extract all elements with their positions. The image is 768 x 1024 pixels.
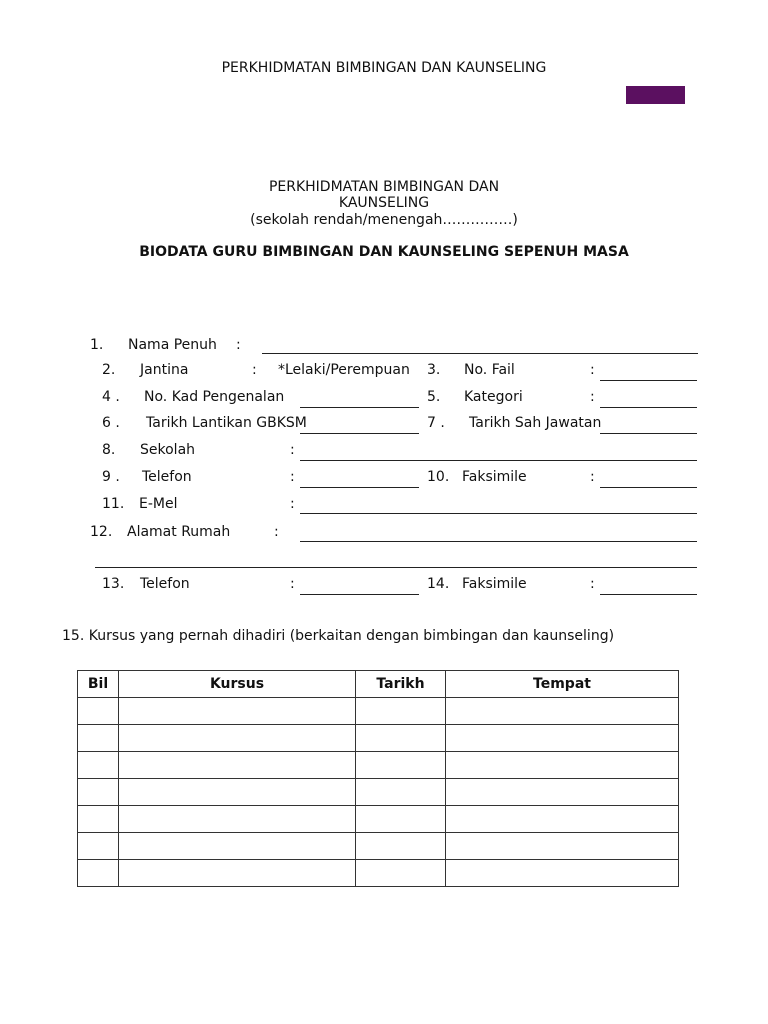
field-8-label: Sekolah <box>140 442 196 458</box>
table-cell[interactable] <box>446 725 679 752</box>
field-13-number: 13. <box>102 576 125 592</box>
field-14-colon: : <box>590 576 595 592</box>
table-row <box>78 725 679 752</box>
table-cell[interactable] <box>356 698 446 725</box>
field-11-colon: : <box>290 496 295 512</box>
table-cell[interactable] <box>446 752 679 779</box>
table-cell[interactable] <box>78 752 119 779</box>
field-14-number: 14. <box>427 576 450 592</box>
table-cell[interactable] <box>356 752 446 779</box>
table-cell[interactable] <box>78 833 119 860</box>
field-10-number: 10. <box>427 469 450 485</box>
table-cell[interactable] <box>356 779 446 806</box>
col-header-bil: Bil <box>78 671 119 698</box>
table-cell[interactable] <box>78 806 119 833</box>
field-6-number: 6 . <box>102 415 120 431</box>
table-cell[interactable] <box>119 860 356 887</box>
field-12-label: Alamat Rumah <box>127 524 231 540</box>
courses-intro: 15. Kursus yang pernah dihadiri (berkaitan dengan bimbingan dan kaunseling) <box>62 628 615 644</box>
field-12-colon: : <box>274 524 279 540</box>
table-cell[interactable] <box>356 806 446 833</box>
full-name-input-line[interactable] <box>262 353 698 354</box>
table-cell[interactable] <box>446 698 679 725</box>
table-cell[interactable] <box>446 860 679 887</box>
purple-accent-bar <box>626 86 685 104</box>
table-cell[interactable] <box>356 725 446 752</box>
table-cell[interactable] <box>446 779 679 806</box>
table-cell[interactable] <box>119 698 356 725</box>
field-14-label: Faksimile <box>462 576 527 592</box>
table-cell[interactable] <box>78 698 119 725</box>
field-5-label: Kategori <box>464 389 523 405</box>
field-13-colon: : <box>290 576 295 592</box>
field-8-colon: : <box>290 442 295 458</box>
table-row <box>78 833 679 860</box>
table-cell[interactable] <box>446 833 679 860</box>
field-9-colon: : <box>290 469 295 485</box>
field-1-label: Nama Penuh <box>128 337 217 353</box>
form-heading: BIODATA GURU BIMBINGAN DAN KAUNSELING SEPENUH MASA <box>139 244 629 260</box>
field-1-number: 1. <box>90 337 104 353</box>
appointment-date-input-line[interactable] <box>300 433 419 434</box>
field-3-colon: : <box>590 362 595 378</box>
file-number-input-line[interactable] <box>600 380 697 381</box>
category-input-line[interactable] <box>600 407 697 408</box>
field-9-number: 9 . <box>102 469 120 485</box>
field-13-label: Telefon <box>140 576 190 592</box>
table-row <box>78 779 679 806</box>
ic-number-input-line[interactable] <box>300 407 419 408</box>
field-4-label: No. Kad Pengenalan <box>144 389 285 405</box>
table-row <box>78 698 679 725</box>
gender-option-text: *Lelaki/Perempuan <box>278 362 410 378</box>
field-11-number: 11. <box>102 496 125 512</box>
address-input-line-2[interactable] <box>95 567 697 568</box>
courses-table <box>77 670 679 887</box>
home-fax-input-line[interactable] <box>600 594 697 595</box>
field-2-label: Jantina <box>140 362 189 378</box>
field-11-label: E-Mel <box>139 496 178 512</box>
table-cell[interactable] <box>119 779 356 806</box>
col-header-kursus: Kursus <box>119 671 356 698</box>
table-cell[interactable] <box>119 752 356 779</box>
confirmation-date-input-line[interactable] <box>600 433 697 434</box>
table-row <box>78 806 679 833</box>
table-cell[interactable] <box>78 860 119 887</box>
home-telephone-input-line[interactable] <box>300 594 419 595</box>
table-row <box>78 860 679 887</box>
table-cell[interactable] <box>356 860 446 887</box>
field-6-label: Tarikh Lantikan GBKSM <box>146 415 307 431</box>
email-input-line[interactable] <box>300 513 697 514</box>
form-title-line1: PERKHIDMATAN BIMBINGAN DAN <box>268 179 500 195</box>
table-cell[interactable] <box>119 833 356 860</box>
field-10-colon: : <box>590 469 595 485</box>
table-cell[interactable] <box>356 833 446 860</box>
field-5-colon: : <box>590 389 595 405</box>
form-title-line2: KAUNSELING <box>338 195 430 211</box>
form-subtitle: (sekolah rendah/menengah……………) <box>250 212 518 228</box>
field-2-number: 2. <box>102 362 116 378</box>
table-cell[interactable] <box>446 806 679 833</box>
field-12-number: 12. <box>90 524 113 540</box>
field-7-number: 7 . <box>427 415 445 431</box>
table-row <box>78 752 679 779</box>
table-cell[interactable] <box>119 725 356 752</box>
address-input-line-1[interactable] <box>300 541 697 542</box>
fax-input-line[interactable] <box>600 487 697 488</box>
field-8-number: 8. <box>102 442 116 458</box>
field-9-label: Telefon <box>142 469 192 485</box>
school-input-line[interactable] <box>300 460 697 461</box>
telephone-input-line[interactable] <box>300 487 419 488</box>
col-header-tempat: Tempat <box>446 671 679 698</box>
table-cell[interactable] <box>78 779 119 806</box>
field-10-label: Faksimile <box>462 469 527 485</box>
col-header-tarikh: Tarikh <box>356 671 446 698</box>
field-7-label: Tarikh Sah Jawatan <box>469 415 602 431</box>
field-4-number: 4 . <box>102 389 120 405</box>
field-3-number: 3. <box>427 362 441 378</box>
field-2-colon: : <box>252 362 257 378</box>
page-header-title: PERKHIDMATAN BIMBINGAN DAN KAUNSELING <box>221 60 547 76</box>
table-cell[interactable] <box>119 806 356 833</box>
field-5-number: 5. <box>427 389 441 405</box>
field-3-label: No. Fail <box>464 362 515 378</box>
field-1-colon: : <box>236 337 241 353</box>
table-cell[interactable] <box>78 725 119 752</box>
